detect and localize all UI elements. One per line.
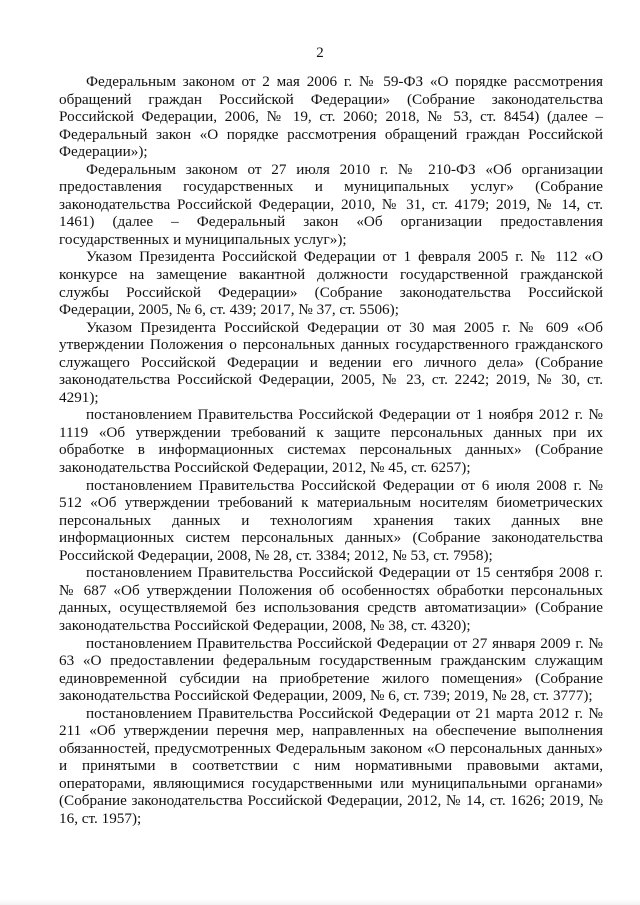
paragraph-decree-112: Указом Президента Российской Федерации от 1 февраля 2005 г. № 112 «О конкурсе на замещение вакантной должности государственной гражданской службы Российской Федерации» (Собрание законодательства Российской Федерации, 2005, № 6, ст. 439; 2017, № 37, ст. 5506); <box>59 248 603 319</box>
scan-bottom-edge <box>0 899 640 905</box>
paragraph-decree-609: Указом Президента Российской Федерации от 30 мая 2005 г. № 609 «Об утверждении Положения о персональных данных государственного гражданского служащего Российской Федерации и ведении его личного дела» (Собрание законодательства Российской Федерации, 2005, № 23, ст. 2242; 2019, № 30, ст. 4291); <box>59 318 603 406</box>
paragraph-resolution-63: постановлением Правительства Российской Федерации от 27 января 2009 г. № 63 «О предоставлении федеральным государственным гражданским служащим единовременной субсидии на приобретение жилого помещения» (Собрание законодательства Российской Федерации, 2009, № 6, ст. 739; 2019, № 28, ст. 3777); <box>59 634 603 705</box>
paragraph-resolution-211: постановлением Правительства Российской Федерации от 21 марта 2012 г. № 211 «Об утверждении перечня мер, направленных на обеспечение выполнения обязанностей, предусмотренных Федеральным законом «О персональных данных» и принятыми в соответствии с ним нормативными правовыми актами, операторами, являющимися государственными или муниципальными органами» (Собрание законодательства Российской Федерации, 2012, № 14, ст. 1626; 2019, № 16, ст. 1957); <box>59 704 603 827</box>
paragraph-federal-law-210fz: Федеральным законом от 27 июля 2010 г. № 210-ФЗ «Об организации предоставления государственных и муниципальных услуг» (Собрание законодательства Российской Федерации, 2010, № 31, ст. 4179; 2019, № 14, ст. 1461) (далее – Федеральный закон «Об организации предоставления государственных и муниципальных услуг»); <box>59 160 603 248</box>
paragraph-resolution-1119: постановлением Правительства Российской Федерации от 1 ноября 2012 г. № 1119 «Об утверждении требований к защите персональных данных при их обработке в информационных системах персональных данных» (Собрание законодательства Российской Федерации, 2012, № 45, ст. 6257); <box>59 406 603 477</box>
paragraph-resolution-512: постановлением Правительства Российской Федерации от 6 июля 2008 г. № 512 «Об утверждении требований к материальным носителям биометрических персональных данных и технологиям хранения таких данных вне информационных систем персональных данных» (Собрание законодательства Российской Федерации, 2008, № 28, ст. 3384; 2012, № 53, ст. 7958); <box>59 476 603 564</box>
document-body <box>59 73 603 828</box>
paragraph-federal-law-59fz: Федеральным законом от 2 мая 2006 г. № 59-ФЗ «О порядке рассмотрения обращений граждан Российской Федерации» (Собрание законодательства Российской Федерации, 2006, № 19, ст. 2060; 2018, № 53, ст. 8454) (далее – Федеральный закон «О порядке рассмотрения обращений граждан Российской Федерации»); <box>59 73 603 161</box>
paragraph-resolution-687: постановлением Правительства Российской Федерации от 15 сентября 2008 г. № 687 «Об утверждении Положения об особенностях обработки персональных данных, осуществляемой без использования средств автоматизации» (Собрание законодательства Российской Федерации, 2008, № 38, ст. 4320); <box>59 564 603 634</box>
page-number: 2 <box>316 45 324 61</box>
